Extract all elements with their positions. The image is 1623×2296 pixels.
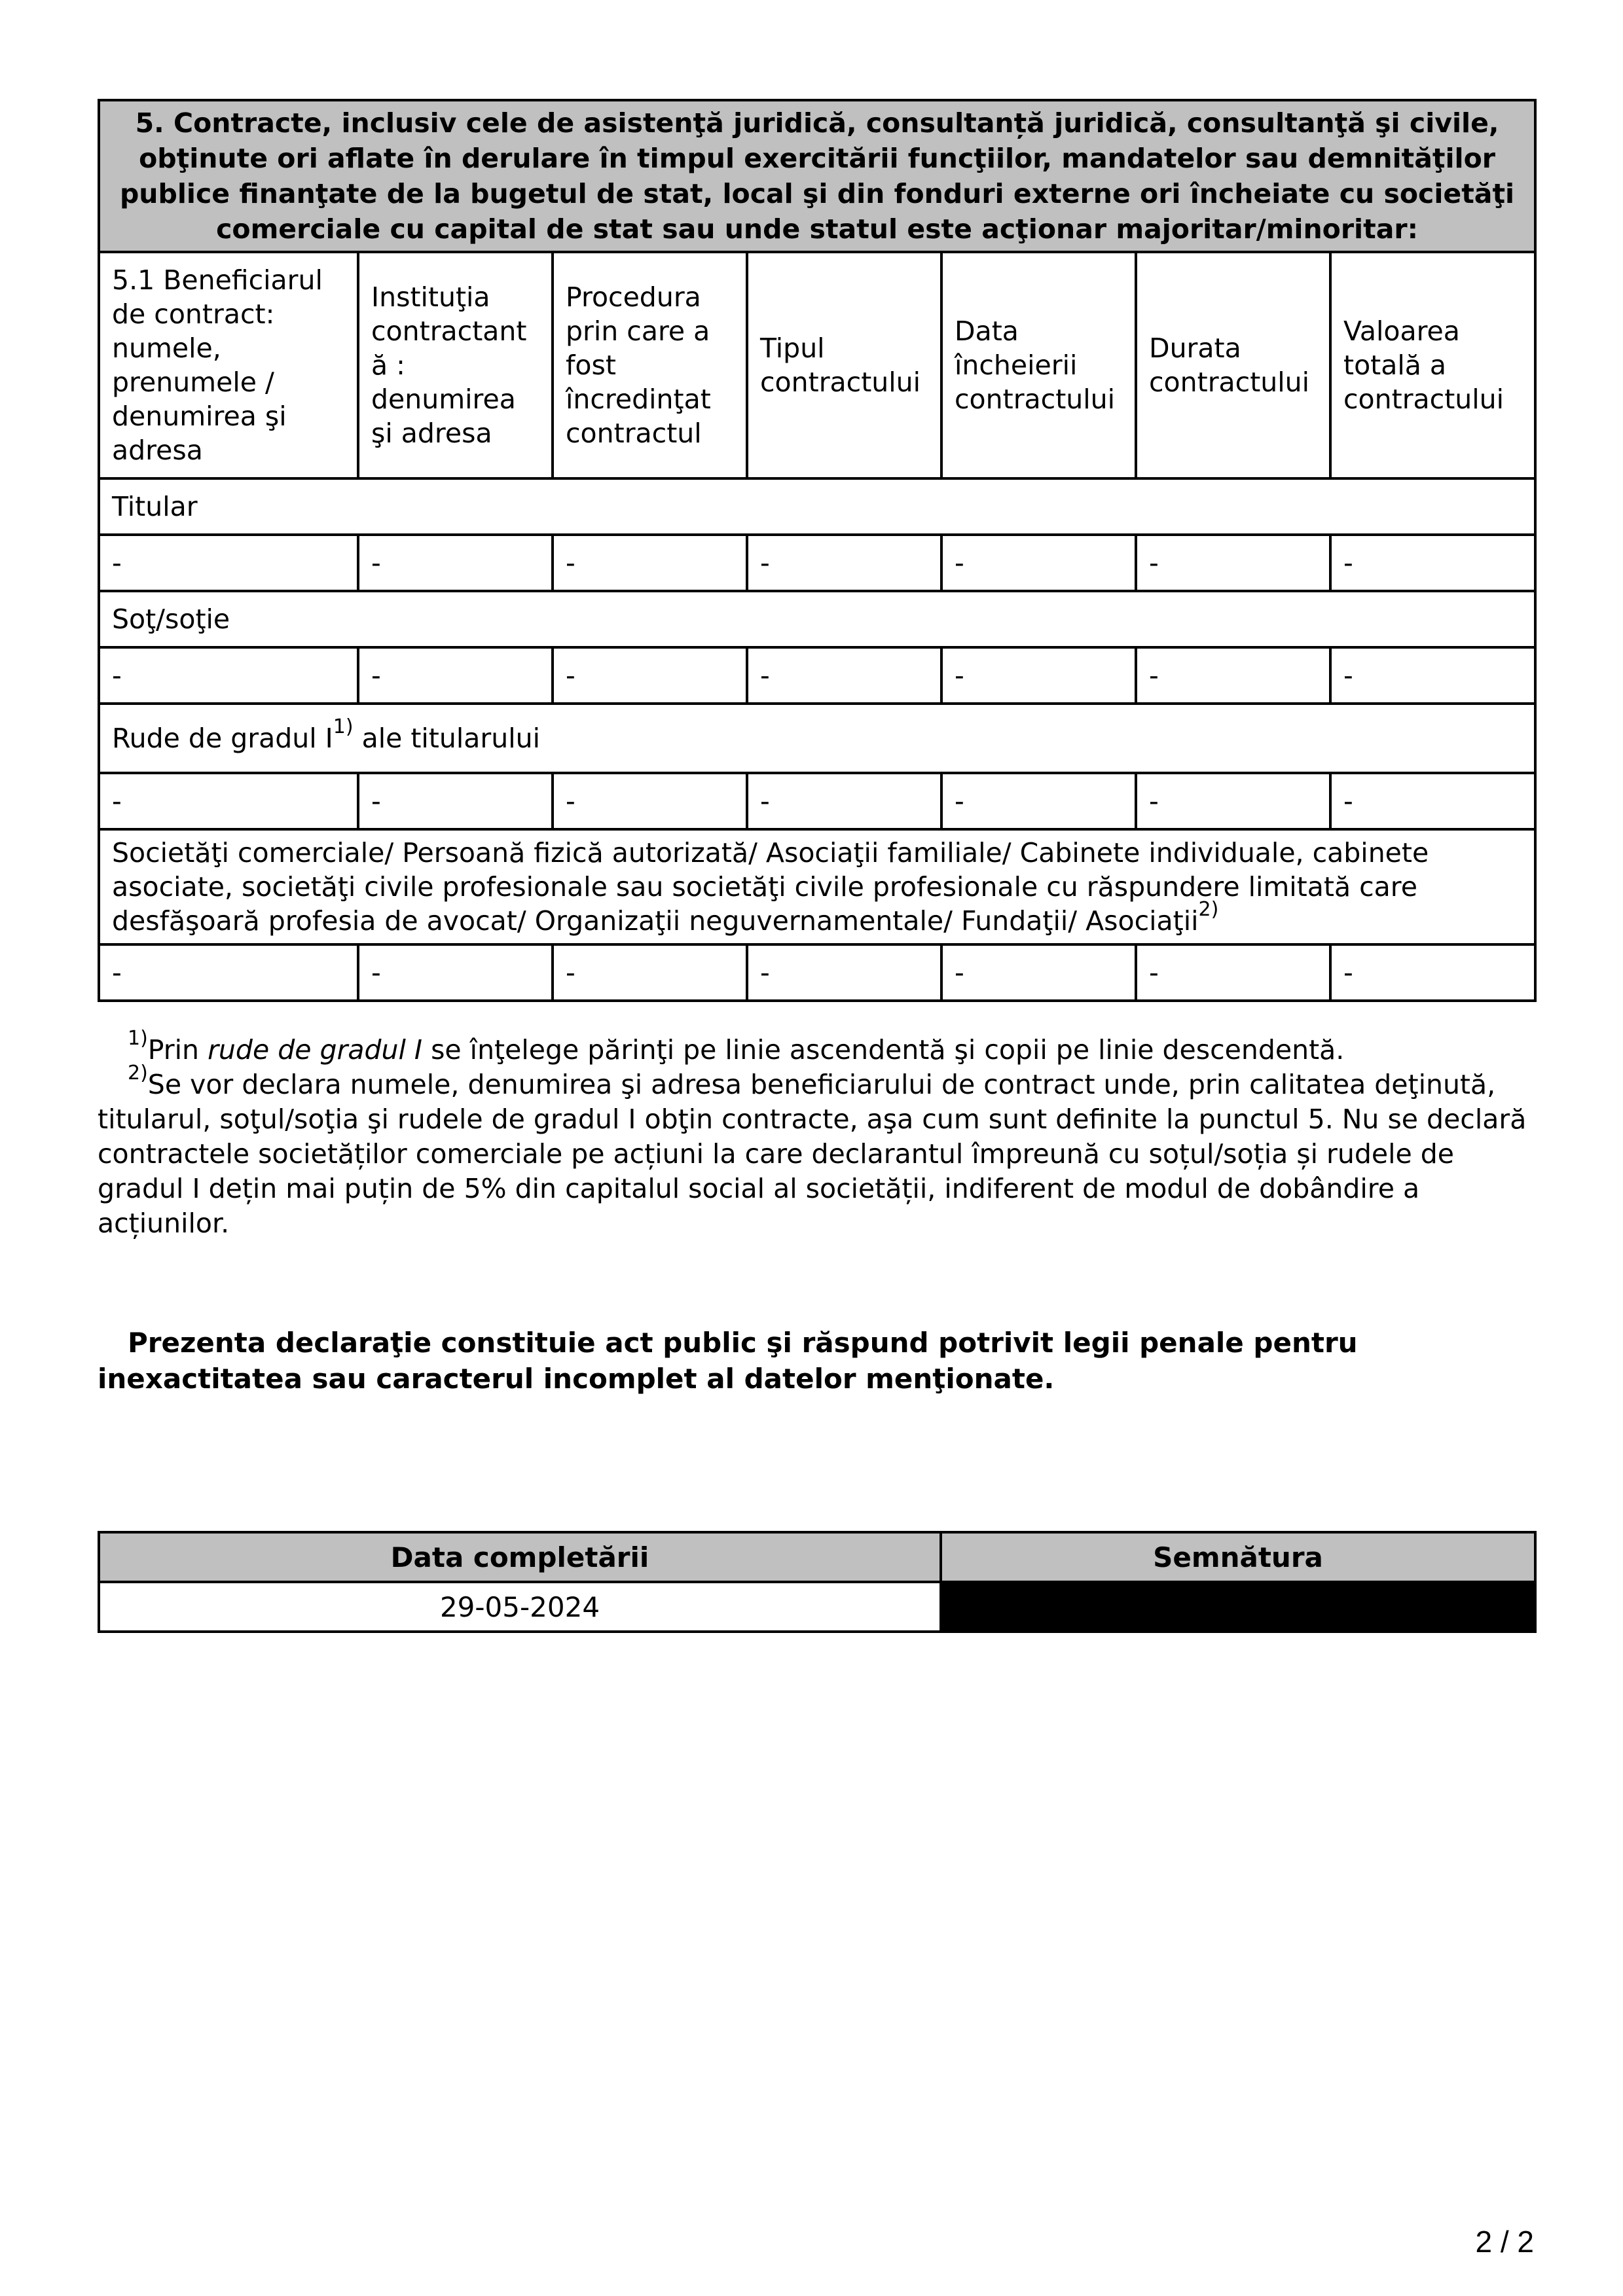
table-cell: - [358,535,553,591]
footnote-marker: 1) [128,1027,148,1050]
table-cell: - [1136,773,1330,829]
table-cell: - [941,773,1136,829]
footnote-text: Se vor declara numele, denumirea şi adresa beneficiarului de contract unde, prin calitatea deţinută, titularul, soţul/soţia şi rudele de gradul I obţin contracte, aşa cum sunt definite la punctul 5. Nu se declară contractele societăților comerciale pe acțiuni la care declarantul împreună cu soțul/soția și rudele de gradul I dețin mai puțin de 5% din capitalul social al societății, indiferent de modul de dobândire a acțiunilor. [98,1069,1527,1239]
table-cell: - [99,647,358,704]
column-header: 5.1 Beneficiarul de contract: numele, prenumele / denumirea şi adresa [99,252,358,478]
footnote-marker: 2) [128,1062,148,1085]
table-cell: - [747,535,941,591]
table-cell: - [747,647,941,704]
group-label-spouse [99,591,1535,647]
table-cell: - [99,535,358,591]
table-cell: - [1330,647,1535,704]
table-cell: - [747,773,941,829]
table-cell: - [553,773,747,829]
group-label-text: Societăţi comerciale/ Persoană fizică autorizată/ Asociaţii familiale/ Cabinete individuale, cabinete asociate, societăţi civile profesionale sau societăţi civile profesionale cu răspundere limitată care desfăşoară profesia de avocat/ Organizaţii neguvernamentale/ Fundaţii/ Asociaţii [112,837,1429,937]
signature-table [98,1531,1537,1633]
group-label-text: Titular [112,491,198,522]
section-title: 5. Contracte, inclusiv cele de asistenţă juridică, consultanță juridică, consultanţă şi civile, obţinute ori aflate în derulare în timpul exercitării funcţiilor, mandatelor sau demnităţilor publice finanţate de la bugetul de stat, local şi din fonduri externe ori încheiate cu societăţi comerciale cu capital de stat sau unde statul este acţionar majoritar/minoritar: [99,100,1535,252]
column-header: Tipul contractului [747,252,941,478]
footnote-1 [98,1027,1534,1067]
group-label-relatives [99,704,1535,773]
page-number: 2 / 2 [1475,2225,1534,2259]
footnote-text: Prin [147,1034,208,1066]
table-cell: - [358,944,553,1001]
column-header-row [99,252,1535,478]
column-header: Valoarea totală a contractului [1330,252,1535,478]
table-cell: - [553,535,747,591]
table-cell: - [358,773,553,829]
table-row [99,944,1535,1001]
table-cell: - [99,944,358,1001]
column-header: Data încheierii contractului [941,252,1136,478]
footnotes [98,1027,1534,1241]
completion-date: 29-05-2024 [99,1582,941,1632]
group-label-text: Soţ/soţie [112,603,230,635]
table-row [99,647,1535,704]
public-declaration-statement: Prezenta declaraţie constituie act public şi răspund potrivit legii penale pentru inexactitatea sau caracterul incomplet al datelor menţionate. [98,1327,1358,1395]
table-cell: - [1330,773,1535,829]
footnote-term: rude de gradul I [208,1034,423,1066]
table-cell: - [99,773,358,829]
group-label-companies [99,829,1535,944]
table-cell: - [1330,535,1535,591]
signature-redacted-box [941,1582,1535,1632]
table-cell: - [941,647,1136,704]
contracts-table [98,99,1537,1002]
footnote-ref: 2) [1198,898,1219,921]
table-cell: - [1136,535,1330,591]
table-cell: - [1136,647,1330,704]
table-row [99,535,1535,591]
table-cell: - [1330,944,1535,1001]
group-label-text: Rude de gradul I [112,723,333,754]
column-header: Durata contractului [1136,252,1330,478]
table-cell: - [1136,944,1330,1001]
footnote-text: se înţelege părinţi pe linie ascendentă şi copii pe linie descendentă. [422,1034,1345,1066]
column-header: Procedura prin care a fost încredinţat contractul [553,252,747,478]
table-cell: - [553,647,747,704]
group-label-titular [99,478,1535,535]
column-header: Instituţia contractantă : denumirea şi adresa [358,252,553,478]
table-cell: - [941,535,1136,591]
table-cell: - [553,944,747,1001]
table-cell: - [747,944,941,1001]
table-cell: - [941,944,1136,1001]
footnote-indent [98,1062,148,1100]
table-cell: - [358,647,553,704]
footnote-ref: 1) [333,715,354,738]
footnote-2 [98,1062,1534,1241]
date-label: Data completării [99,1532,941,1582]
signature-label: Semnătura [941,1532,1535,1582]
table-row [99,773,1535,829]
group-label-suffix: ale titularului [353,723,540,754]
